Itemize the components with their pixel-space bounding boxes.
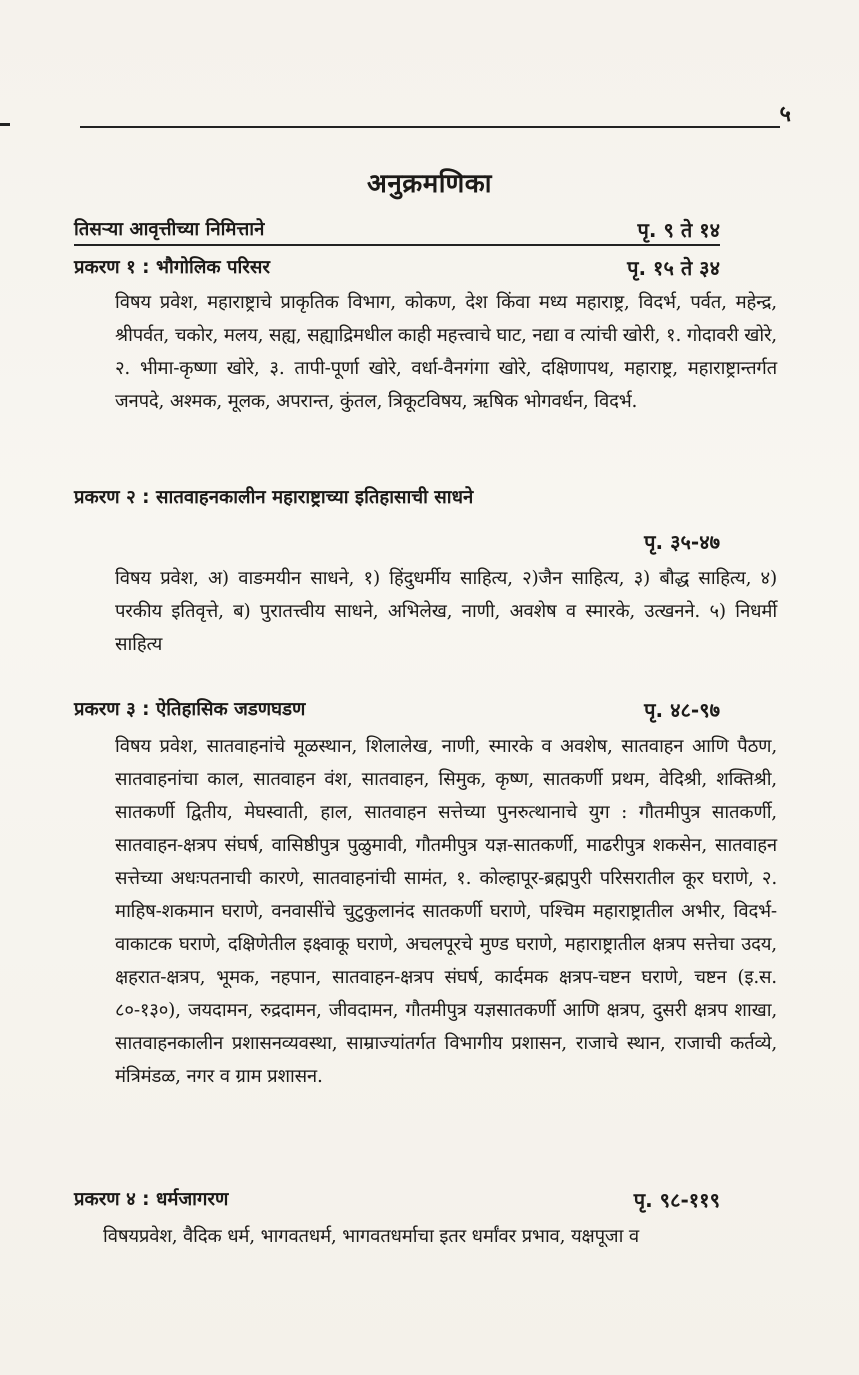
entry-pages: पृ. ४८-९७: [644, 698, 720, 722]
chapter-2-topics: विषय प्रवेश, अ) वाङमयीन साधने, १) हिंदुधर्मीय साहित्य, २)जैन साहित्य, ३) बौद्ध साहित्य, ४) परकीय इतिवृत्ते, ब) पुरातत्त्वीय साधने, अभिलेख, नाणी, अवशेष व स्मारके, उत्खनने. ५) निधर्मी साहित्य: [115, 568, 777, 655]
entry-pages: पृ. ९८-११९: [633, 1188, 720, 1212]
chapter-3-topics: विषय प्रवेश, सातवाहनांचे मूळस्थान, शिलालेख, नाणी, स्मारके व अवशेष, सातवाहन आणि पैठण, सातवाहनांचा काल, सातवाहन वंश, सातवाहन, सिमुक, कृष्ण, सातकर्णी प्रथम, वेदिश्री, शक्तिश्री, सातकर्णी द्वितीय, मेघस्वाती, हाल, सातवाहन सत्तेच्या पुनरुत्थानाचे युग : गौतमीपुत्र सातकर्णी, सातवाहन-क्षत्रप संघर्ष, वासिष्ठीपुत्र पुळुमावी, गौतमीपुत्र यज्ञ-सातकर्णी, माढरीपुत्र शकसेन, सातवाहन सत्तेच्या अधःपतनाची कारणे, सातवाहनांची सामंत, १. कोल्हापूर-ब्रह्मपुरी परिसरातील कूर घराणे, २. माहिष-शकमान घराणे, वनवासींचे चुटुकुलानंद सातकर्णी घराणे, पश्चिम महाराष्ट्रातील अभीर, विदर्भ-वाकाटक घराणे, दक्षिणेतील इक्ष्वाकू घराणे, अचलपूरचे मुण्ड घराणे, महाराष्ट्रातील क्षत्रप सत्तेचा उदय, क्षहरात-क्षत्रप, भूमक, नहपान, सातवाहन-क्षत्रप संघर्ष, कार्दमक क्षत्रप-चष्टन घराणे, चष्टन (इ.स. ८०-१३०), जयदामन, रुद्रदामन, जीवदामन, गौतमीपुत्र यज्ञसातकर्णी आणि क्षत्रप, दुसरी क्षत्रप शाखा, सातवाहनकालीन प्रशासनव्यवस्था, साम्राज्यांतर्गत विभागीय प्रशासन, राजाचे स्थान, राजाची कर्तव्ये, मंत्रिमंडळ, नगर व ग्राम प्रशासन.: [115, 736, 777, 1087]
entry-title: प्रकरण ४ : धर्मजागरण: [74, 1189, 229, 1210]
chapter-4-topics: विषयप्रवेश, वैदिक धर्म, भागवतधर्म, भागवतधर्माचा इतर धर्मांवर प्रभाव, यक्षपूजा व: [103, 1226, 639, 1247]
page-title: अनुक्रमणिका: [366, 169, 493, 199]
entry-title: प्रकरण १ : भौगोलिक परिसर: [74, 257, 270, 278]
entry-pages: पृ. १५ ते ३४: [627, 256, 720, 280]
toc-entry-preface: [74, 216, 720, 246]
chapter-1-topics: विषय प्रवेश, महाराष्ट्राचे प्राकृतिक विभाग, कोकण, देश किंवा मध्य महाराष्ट्र, विदर्भ, पर्वत, महेन्द्र, श्रीपर्वत, चकोर, मलय, सह्य, सह्याद्रिमधील काही महत्त्वाचे घाट, नद्या व त्यांची खोरी, १. गोदावरी खोरे, २. भीमा-कृष्णा खोरे, ३. तापी-पूर्णा खोरे, वर्धा-वैनगंगा खोरे, दक्षिणापथ, महाराष्ट्र, महाराष्ट्रान्तर्गत जनपदे, अश्मक, मूलक, अपरान्त, कुंतल, त्रिकूटविषय, ऋषिक भोगवर्धन, विदर्भ.: [115, 292, 777, 412]
margin-mark: [0, 123, 10, 126]
entry-pages: पृ. ९ ते १४: [637, 218, 720, 242]
header-rule: [80, 126, 780, 128]
entry-title: तिसऱ्या आवृत्तीच्या निमित्ताने: [74, 219, 265, 240]
page-number: ५: [779, 102, 791, 127]
entry-title: प्रकरण ३ : ऐतिहासिक जडणघडण: [74, 699, 306, 720]
chapter-2-pages: पृ. ३५-४७: [644, 530, 720, 554]
entry-title: प्रकरण २ : सातवाहनकालीन महाराष्ट्राच्या इतिहासाची साधने: [74, 487, 474, 508]
